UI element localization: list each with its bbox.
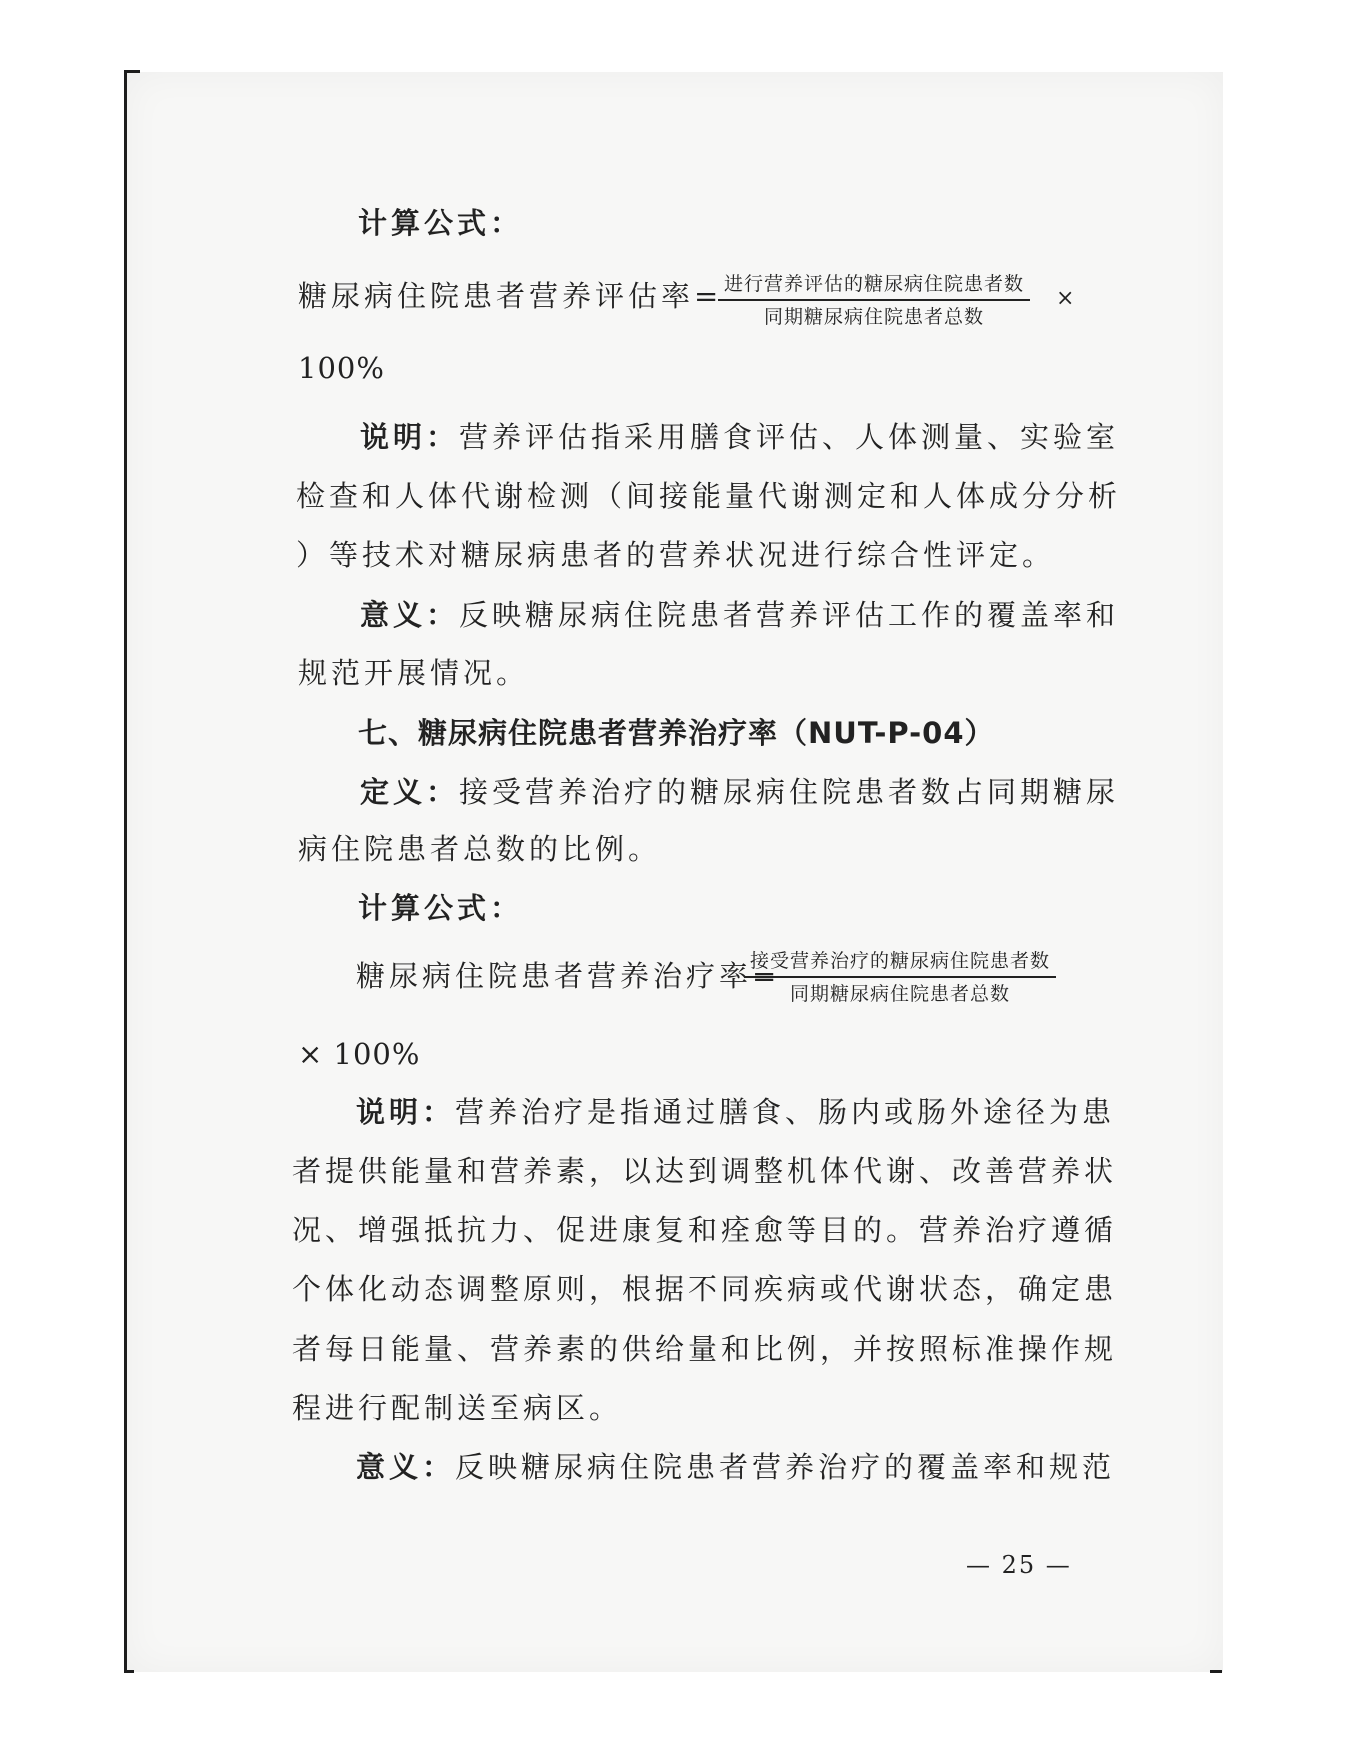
formula-numerator: 进行营养评估的糖尿病住院患者数 [718,272,1030,301]
note-label: 说明： [356,1095,456,1129]
formula-fraction [744,949,1056,1006]
formula-fraction [718,272,1030,329]
note-line: 个体化动态调整原则，根据不同疾病或代谢状态，确定患 [292,1272,1118,1306]
definition-line: 病住院患者总数的比例。 [298,832,662,866]
definition-paragraph [360,774,1119,810]
formula-name: 糖尿病住院患者营养治疗率= [356,959,781,993]
formula-label: 计算公式： [358,206,524,240]
note-line: 检查和人体代谢检测（间接能量代谢测定和人体成分分析 [296,479,1122,513]
section-heading: 七、糖尿病住院患者营养治疗率（NUT-P-04） [358,716,995,750]
page-number: — 25 — [966,1551,1072,1579]
times-sign: × [1056,286,1075,311]
page-corner-mark [124,1670,134,1673]
note-line: 营养评估指采用膳食评估、人体测量、实验室 [459,420,1120,454]
page-corner-mark [1210,1670,1222,1673]
formula-multiplier: × 100% [298,1037,421,1071]
meaning-line: 反映糖尿病住院患者营养评估工作的覆盖率和 [459,598,1120,632]
note-paragraph [360,419,1119,455]
page-corner-mark [124,70,140,73]
formula-denominator: 同期糖尿病住院患者总数 [764,306,985,328]
note-label: 说明： [360,420,460,454]
meaning-label: 意义： [356,1450,456,1484]
definition-line: 接受营养治疗的糖尿病住院患者数占同期糖尿 [459,775,1120,809]
note-line: 况、增强抵抗力、促进康复和痊愈等目的。营养治疗遵循 [292,1213,1118,1247]
note-line: ）等技术对糖尿病患者的营养状况进行综合性评定。 [296,538,1056,572]
note-line: 者每日能量、营养素的供给量和比例，并按照标准操作规 [292,1332,1118,1366]
meaning-line: 规范开展情况。 [298,656,530,690]
note-paragraph [356,1094,1115,1130]
formula-label: 计算公式： [358,891,524,925]
formula-name: 糖尿病住院患者营养评估率= [298,279,723,313]
formula-numerator: 接受营养治疗的糖尿病住院患者数 [744,949,1056,978]
meaning-paragraph [356,1449,1115,1485]
meaning-label: 意义： [360,598,460,632]
meaning-line: 反映糖尿病住院患者营养治疗的覆盖率和规范 [455,1450,1116,1484]
formula-multiplier: 100% [298,351,385,385]
note-line: 营养治疗是指通过膳食、肠内或肠外途径为患 [455,1095,1116,1129]
note-line: 者提供能量和营养素，以达到调整机体代谢、改善营养状 [292,1154,1118,1188]
note-line: 程进行配制送至病区。 [292,1391,623,1425]
formula-denominator: 同期糖尿病住院患者总数 [790,983,1011,1005]
meaning-paragraph [360,597,1119,633]
definition-label: 定义： [360,775,460,809]
